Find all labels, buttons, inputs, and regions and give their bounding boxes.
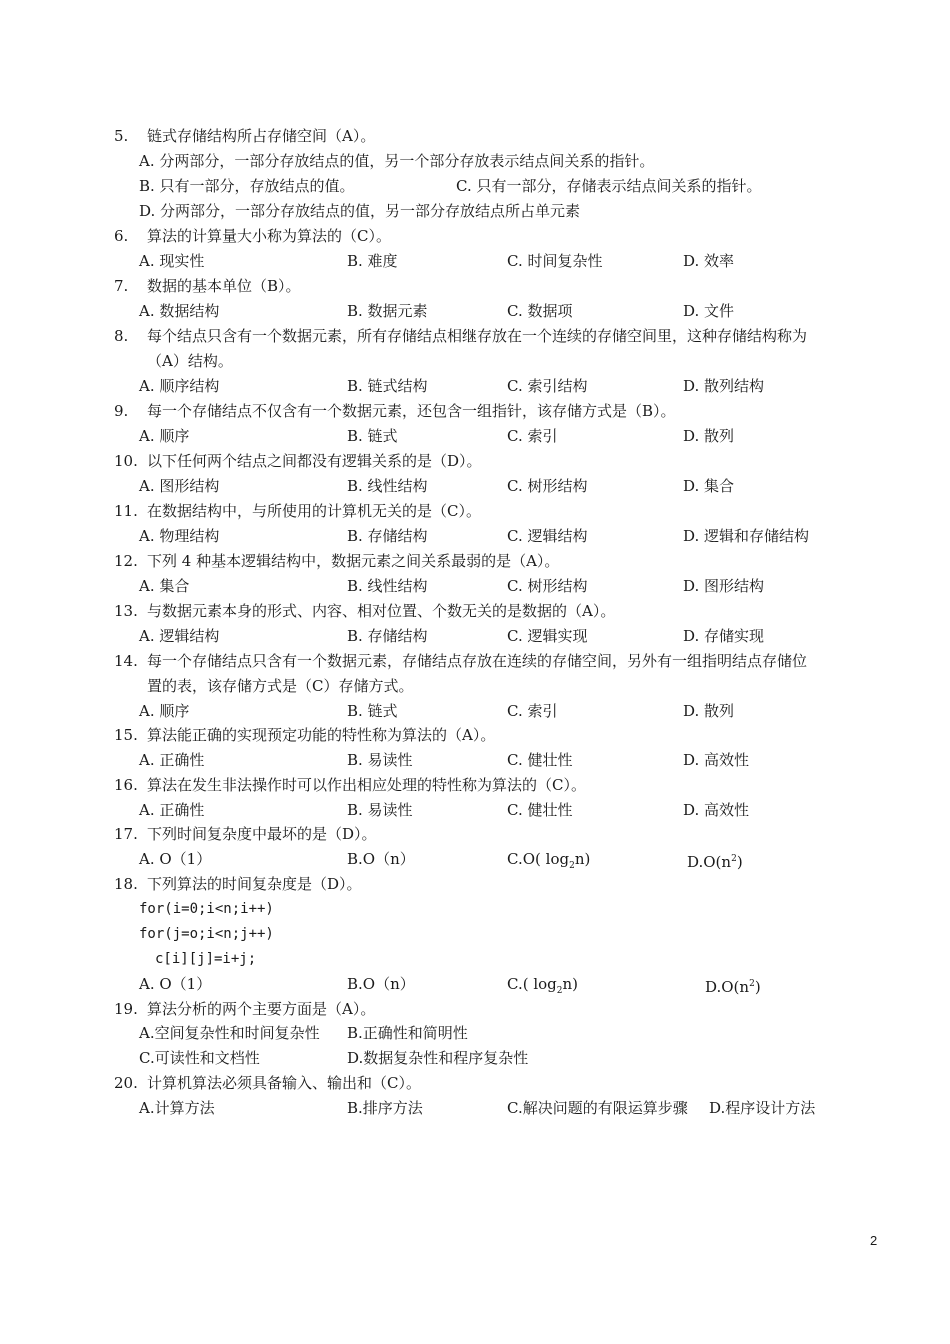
question-10 — [0, 449, 950, 474]
question-text: 下列时间复杂度中最坏的是（D）。 — [147, 825, 377, 843]
option-d: D.数据复杂性和程序复杂性 — [347, 1049, 529, 1067]
question-12 — [0, 549, 950, 574]
options-row — [0, 574, 950, 599]
question-8-cont — [0, 349, 950, 374]
option-a: A. O（1） — [139, 850, 212, 868]
option-b: B. 存储结构 — [347, 627, 428, 645]
option-d — [705, 972, 761, 1000]
question-text: 每一个存储结点不仅含有一个数据元素，还包含一组指针，该存储方式是（B）。 — [147, 402, 676, 420]
exponent: 2 — [749, 979, 755, 989]
option-a: A. 顺序结构 — [139, 377, 220, 395]
option-d: D. 分两部分，一部分存放结点的值，另一部分存放结点所占单元素 — [139, 202, 581, 220]
option-c: C. 树形结构 — [507, 477, 588, 495]
question-text: 链式存储结构所占存储空间（A）。 — [147, 127, 376, 145]
log-base: 2 — [569, 861, 575, 871]
question-15 — [0, 723, 950, 748]
option-c: C. 索引 — [507, 702, 558, 720]
option-b: B. 链式结构 — [347, 377, 428, 395]
question-text: 算法分析的两个主要方面是（A）。 — [147, 1000, 376, 1018]
option-d-suffix: ) — [754, 978, 761, 996]
log-symbol: log — [545, 850, 570, 868]
option-b: B. 线性结构 — [347, 477, 428, 495]
question-number: 19. — [114, 1000, 138, 1018]
question-11 — [0, 499, 950, 524]
log-base: 2 — [556, 986, 563, 996]
code-line — [0, 922, 950, 947]
option-a: A. 集合 — [139, 577, 190, 595]
question-text-continued: 置的表，该存储方式是（C）存储方式。 — [147, 677, 414, 695]
option-b: B. 难度 — [347, 252, 398, 270]
question-number: 17. — [114, 825, 138, 843]
option-a: A. O（1） — [139, 975, 212, 993]
question-number: 18. — [114, 875, 138, 893]
question-text: 下列 4 种基本逻辑结构中，数据元素之间关系最弱的是（A）。 — [147, 552, 560, 570]
option-d: D. 散列 — [683, 427, 735, 445]
option-d: D. 存储实现 — [683, 627, 765, 645]
question-20 — [0, 1071, 950, 1096]
code-text: for(i=0;i<n;i++) — [139, 901, 274, 917]
code-line — [0, 947, 950, 972]
options-row — [0, 424, 950, 449]
question-14-cont — [0, 674, 950, 699]
option-d: D. 高效性 — [683, 751, 750, 769]
options-row — [0, 299, 950, 324]
option-c: C. 树形结构 — [507, 577, 588, 595]
option-d: D.程序设计方法 — [709, 1099, 816, 1117]
options-row — [0, 748, 950, 773]
option-c: C. 健壮性 — [507, 751, 573, 769]
option-a: A. 分两部分，一部分存放结点的值，另一个部分存放表示结点间关系的指针。 — [139, 152, 655, 170]
question-text: 每一个存储结点只含有一个数据元素，存储结点存放在连续的存储空间，另外有一组指明结点存储位 — [147, 652, 808, 670]
option-c-suffix: n) — [562, 975, 579, 993]
options-row — [0, 1046, 950, 1071]
question-number: 16. — [114, 776, 138, 794]
options-row — [0, 699, 950, 724]
exponent: 2 — [731, 854, 737, 864]
question-number: 13. — [114, 602, 138, 620]
option-c: C. 逻辑实现 — [507, 627, 588, 645]
options-row — [0, 1021, 950, 1046]
option-b: B.排序方法 — [347, 1099, 423, 1117]
question-text: 算法在发生非法操作时可以作出相应处理的特性称为算法的（C）。 — [147, 776, 586, 794]
option-c: C. 时间复杂性 — [507, 252, 603, 270]
question-14 — [0, 649, 950, 674]
option-d-suffix: ) — [736, 853, 743, 871]
option-c-suffix: n) — [574, 850, 591, 868]
options-row — [0, 149, 950, 174]
option-b: B.O（n） — [347, 975, 415, 993]
option-b: B. 线性结构 — [347, 577, 428, 595]
options-row — [0, 798, 950, 823]
question-19 — [0, 997, 950, 1022]
option-a: A. 逻辑结构 — [139, 627, 220, 645]
option-d: D. 集合 — [683, 477, 735, 495]
page-number: 2 — [870, 1233, 878, 1248]
option-c-prefix: C.( — [507, 975, 529, 993]
question-5 — [0, 124, 950, 149]
option-a: A. 数据结构 — [139, 302, 220, 320]
option-d: D. 散列结构 — [683, 377, 765, 395]
option-c-prefix: C.O( — [507, 850, 541, 868]
question-text: 以下任何两个结点之间都没有逻辑关系的是（D）。 — [147, 452, 482, 470]
option-b: B. 存储结构 — [347, 527, 428, 545]
option-d: D. 高效性 — [683, 801, 750, 819]
option-b: B.O（n） — [347, 850, 415, 868]
option-b: B. 数据元素 — [347, 302, 428, 320]
option-c: C. 数据项 — [507, 302, 573, 320]
question-text: 数据的基本单位（B）。 — [147, 277, 301, 295]
option-a: A. 正确性 — [139, 751, 205, 769]
option-a: A. 正确性 — [139, 801, 205, 819]
option-d: D. 文件 — [683, 302, 735, 320]
question-text: 在数据结构中，与所使用的计算机无关的是（C）。 — [147, 502, 481, 520]
question-6 — [0, 224, 950, 249]
code-text: c[i][j]=i+j; — [155, 951, 257, 967]
option-d: D. 效率 — [683, 252, 735, 270]
question-text: 计算机算法必须具备输入、输出和（C）。 — [147, 1074, 421, 1092]
option-d-prefix: D.O(n — [705, 978, 750, 996]
code-text: for(j=o;i<n;j++) — [139, 926, 274, 942]
question-text: 每个结点只含有一个数据元素，所有存储结点相继存放在一个连续的存储空间里，这种存储结构称为 — [147, 327, 808, 345]
question-number: 6. — [114, 227, 129, 245]
option-b: B. 链式 — [347, 702, 398, 720]
question-16 — [0, 773, 950, 798]
question-7 — [0, 274, 950, 299]
question-17 — [0, 822, 950, 847]
option-c: C.可读性和文档性 — [139, 1049, 260, 1067]
question-text: 与数据元素本身的形式、内容、相对位置、个数无关的是数据的（A）。 — [147, 602, 616, 620]
option-a: A.空间复杂性和时间复杂性 — [139, 1024, 320, 1042]
question-number: 10. — [114, 452, 138, 470]
question-8 — [0, 324, 950, 349]
question-text-continued: （A）结构。 — [147, 352, 233, 370]
option-c: C. 只有一部分，存储表示结点间关系的指针。 — [456, 177, 762, 195]
options-row — [0, 624, 950, 649]
options-row — [0, 374, 950, 399]
option-d-prefix: D.O(n — [687, 853, 732, 871]
question-number: 9. — [114, 402, 129, 420]
log-symbol: log — [533, 975, 557, 993]
options-row — [0, 972, 950, 997]
question-number: 15. — [114, 726, 138, 744]
question-text: 下列算法的时间复杂度是（D）。 — [147, 875, 362, 893]
option-a: A. 顺序 — [139, 702, 190, 720]
question-number: 5. — [114, 127, 129, 145]
option-c: C.解决问题的有限运算步骤 — [507, 1099, 688, 1117]
question-number: 7. — [114, 277, 129, 295]
option-a: A. 顺序 — [139, 427, 190, 445]
options-row — [0, 1096, 950, 1121]
option-a: A. 现实性 — [139, 252, 205, 270]
option-d: D. 散列 — [683, 702, 735, 720]
option-a: A.计算方法 — [139, 1099, 215, 1117]
question-text: 算法能正确的实现预定功能的特性称为算法的（A）。 — [147, 726, 496, 744]
question-number: 12. — [114, 552, 138, 570]
option-b: B. 易读性 — [347, 751, 413, 769]
option-d: D. 逻辑和存储结构 — [683, 527, 810, 545]
options-row — [0, 174, 950, 199]
option-b: B. 易读性 — [347, 801, 413, 819]
option-c: C. 健壮性 — [507, 801, 573, 819]
question-9 — [0, 399, 950, 424]
option-a: A. 物理结构 — [139, 527, 220, 545]
question-13 — [0, 599, 950, 624]
question-number: 20. — [114, 1074, 138, 1092]
question-number: 11. — [114, 502, 138, 520]
option-a: A. 图形结构 — [139, 477, 220, 495]
option-c: C. 逻辑结构 — [507, 527, 588, 545]
question-number: 14. — [114, 652, 138, 670]
option-b: B. 只有一部分，存放结点的值。 — [139, 177, 355, 195]
code-line — [0, 897, 950, 922]
options-row — [0, 249, 950, 274]
option-c: C. 索引结构 — [507, 377, 588, 395]
question-text: 算法的计算量大小称为算法的（C）。 — [147, 227, 391, 245]
question-number: 8. — [114, 327, 129, 345]
options-row — [0, 524, 950, 549]
option-b: B.正确性和简明性 — [347, 1024, 468, 1042]
option-c: C. 索引 — [507, 427, 558, 445]
option-d — [687, 847, 743, 875]
options-row — [0, 474, 950, 499]
question-18 — [0, 872, 950, 897]
options-row — [0, 847, 950, 872]
option-b: B. 链式 — [347, 427, 398, 445]
option-d: D. 图形结构 — [683, 577, 765, 595]
options-row — [0, 199, 950, 224]
